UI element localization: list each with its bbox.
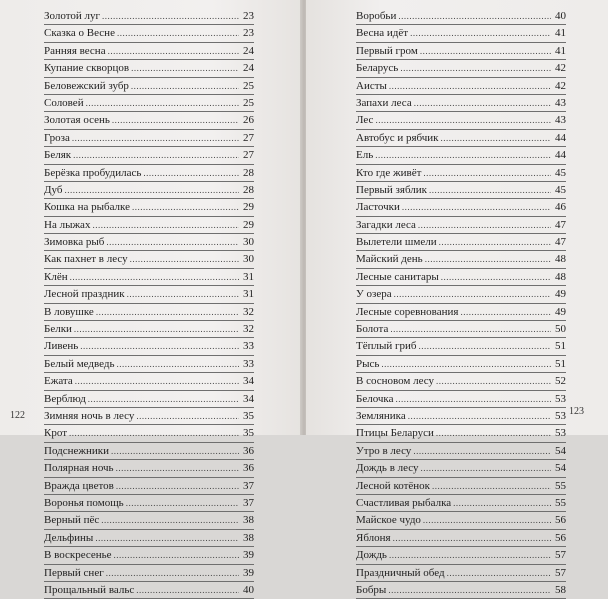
toc-entry-page: 44 <box>555 149 566 162</box>
toc-entry-title: Ласточки <box>356 201 400 214</box>
toc-entry-title: Загадки леса <box>356 218 416 231</box>
toc-entry-title: Ранняя весна <box>44 44 106 57</box>
dot-leader <box>102 8 239 24</box>
toc-entry-page: 38 <box>243 514 254 527</box>
toc-entry <box>356 269 566 286</box>
toc-entry-page: 47 <box>555 218 566 231</box>
dot-leader <box>117 25 239 41</box>
dot-leader <box>136 408 239 424</box>
dot-leader <box>394 286 551 302</box>
toc-entry <box>44 147 254 164</box>
toc-entry <box>356 112 566 129</box>
toc-entry-page: 37 <box>243 479 254 492</box>
dot-leader <box>117 356 240 372</box>
dot-leader <box>375 112 551 128</box>
dot-leader <box>96 304 239 320</box>
toc-entry-title: Первый зяблик <box>356 183 427 196</box>
toc-entry-page: 54 <box>555 462 566 475</box>
toc-entry-title: Зимняя ночь в лесу <box>44 409 135 422</box>
dot-leader <box>116 478 239 494</box>
dot-leader <box>132 199 239 215</box>
toc-entry-page: 38 <box>243 531 254 544</box>
toc-entry-page: 36 <box>243 462 254 475</box>
toc-entry-page: 28 <box>243 183 254 196</box>
toc-entry-title: Ливень <box>44 340 79 353</box>
toc-entry <box>44 391 254 408</box>
toc-entry <box>356 321 566 338</box>
toc-entry-page: 46 <box>555 201 566 214</box>
toc-entry-page: 42 <box>555 79 566 92</box>
left-contents-list <box>44 8 254 599</box>
toc-entry <box>44 251 254 268</box>
right-contents-list <box>356 8 566 599</box>
toc-entry-page: 29 <box>243 218 254 231</box>
toc-entry <box>44 130 254 147</box>
dot-leader <box>396 391 552 407</box>
dot-leader <box>393 530 551 546</box>
toc-entry <box>356 43 566 60</box>
toc-entry <box>356 530 566 547</box>
dot-leader <box>106 234 239 250</box>
dot-leader <box>88 391 239 407</box>
toc-entry <box>356 373 566 390</box>
dot-leader <box>92 217 239 233</box>
dot-leader <box>131 60 239 76</box>
dot-leader <box>414 95 551 111</box>
toc-entry-title: Лесной праздник <box>44 288 125 301</box>
toc-entry-page: 39 <box>243 566 254 579</box>
dot-leader <box>390 321 551 337</box>
toc-entry <box>44 512 254 529</box>
toc-entry <box>44 304 254 321</box>
toc-entry-page: 44 <box>555 131 566 144</box>
toc-entry <box>44 582 254 599</box>
toc-entry-page: 48 <box>555 253 566 266</box>
toc-entry <box>356 478 566 495</box>
toc-entry-title: Ежата <box>44 375 73 388</box>
dot-leader <box>86 95 239 111</box>
dot-leader <box>432 478 551 494</box>
toc-entry-page: 27 <box>243 149 254 162</box>
toc-entry-page: 49 <box>555 305 566 318</box>
dot-leader <box>400 60 551 76</box>
dot-leader <box>388 582 551 598</box>
toc-entry-page: 28 <box>243 166 254 179</box>
dot-leader <box>112 112 239 128</box>
toc-entry <box>356 95 566 112</box>
toc-entry-title: Берёзка пробудилась <box>44 166 142 179</box>
toc-entry <box>44 286 254 303</box>
toc-entry-title: Гроза <box>44 131 70 144</box>
toc-entry-title: Автобус и рябчик <box>356 131 439 144</box>
toc-entry-title: Счастливая рыбалка <box>356 496 452 509</box>
toc-entry-page: 37 <box>243 496 254 509</box>
toc-entry <box>44 495 254 512</box>
toc-entry <box>44 43 254 60</box>
toc-entry-page: 55 <box>555 496 566 509</box>
toc-entry-title: Запахи леса <box>356 96 412 109</box>
toc-entry-page: 25 <box>243 96 254 109</box>
toc-entry <box>356 8 566 25</box>
toc-entry <box>44 478 254 495</box>
toc-entry <box>356 460 566 477</box>
toc-entry-title: Белочка <box>356 392 394 405</box>
toc-entry-title: Крот <box>44 427 67 440</box>
toc-entry-title: Купание скворцов <box>44 62 130 75</box>
toc-entry-page: 47 <box>555 236 566 249</box>
toc-entry <box>44 234 254 251</box>
left-page-number: 122 <box>10 410 25 421</box>
toc-entry-title: Первый снег <box>44 566 104 579</box>
toc-entry-title: Рысь <box>356 357 380 370</box>
dot-leader <box>460 304 551 320</box>
toc-entry-title: Полярная ночь <box>44 462 114 475</box>
toc-entry-title: Дуб <box>44 183 63 196</box>
toc-entry <box>356 391 566 408</box>
toc-entry-page: 23 <box>243 10 254 22</box>
toc-entry <box>44 530 254 547</box>
dot-leader <box>425 251 551 267</box>
toc-entry-page: 30 <box>243 236 254 249</box>
toc-entry-page: 32 <box>243 323 254 336</box>
toc-entry-title: Лес <box>356 114 374 127</box>
dot-leader <box>436 373 551 389</box>
toc-entry-page: 40 <box>243 583 254 596</box>
toc-entry-title: Болота <box>356 323 389 336</box>
dot-leader <box>429 182 551 198</box>
dot-leader <box>108 43 239 59</box>
toc-entry-title: Вылетели шмели <box>356 236 437 249</box>
toc-entry-page: 43 <box>555 114 566 127</box>
toc-entry-title: Верблюд <box>44 392 86 405</box>
toc-entry <box>356 425 566 442</box>
toc-entry-title: Воронья помощь <box>44 496 124 509</box>
dot-leader <box>95 530 239 546</box>
dot-leader <box>439 234 551 250</box>
dot-leader <box>398 8 551 24</box>
toc-entry <box>44 338 254 355</box>
toc-entry <box>44 321 254 338</box>
toc-entry-page: 33 <box>243 340 254 353</box>
toc-entry-title: Белый медведь <box>44 357 115 370</box>
toc-entry-title: Беларусь <box>356 62 399 75</box>
toc-entry-page: 35 <box>243 427 254 440</box>
toc-entry-title: Верный пёс <box>44 514 100 527</box>
dot-leader <box>375 147 551 163</box>
toc-entry-page: 24 <box>243 44 254 57</box>
dot-leader <box>413 443 551 459</box>
dot-leader <box>116 460 239 476</box>
toc-entry-title: Клён <box>44 270 68 283</box>
toc-entry <box>356 60 566 77</box>
toc-entry <box>356 512 566 529</box>
dot-leader <box>64 182 239 198</box>
dot-leader <box>72 130 239 146</box>
toc-entry-title: Как пахнет в лесу <box>44 253 128 266</box>
toc-entry-page: 42 <box>555 62 566 75</box>
toc-entry <box>356 199 566 216</box>
toc-entry-page: 54 <box>555 444 566 457</box>
toc-entry-title: В ловушке <box>44 305 94 318</box>
toc-entry-page: 33 <box>243 357 254 370</box>
toc-entry <box>356 182 566 199</box>
toc-entry <box>44 356 254 373</box>
toc-entry <box>356 251 566 268</box>
toc-entry-page: 50 <box>555 323 566 336</box>
toc-entry-page: 30 <box>243 253 254 266</box>
toc-entry <box>44 112 254 129</box>
toc-entry-page: 56 <box>555 514 566 527</box>
toc-entry-title: Весна идёт <box>356 27 409 40</box>
toc-entry <box>356 25 566 42</box>
toc-entry-page: 52 <box>555 375 566 388</box>
toc-entry-page: 58 <box>555 583 566 596</box>
toc-entry-page: 57 <box>555 566 566 579</box>
toc-entry-title: Беловежский зубр <box>44 79 129 92</box>
toc-entry-title: Дождь <box>356 549 387 562</box>
dot-leader <box>111 443 239 459</box>
toc-entry-title: Земляника <box>356 409 406 422</box>
toc-entry <box>44 217 254 234</box>
toc-entry-title: Майский день <box>356 253 423 266</box>
toc-entry <box>44 425 254 442</box>
toc-entry-page: 56 <box>555 531 566 544</box>
dot-leader <box>130 251 239 267</box>
toc-entry-title: В воскресенье <box>44 549 112 562</box>
toc-entry-page: 53 <box>555 427 566 440</box>
toc-entry <box>356 147 566 164</box>
toc-entry-title: Дождь в лесу <box>356 462 419 475</box>
toc-entry-title: Прощальный вальс <box>44 583 135 596</box>
toc-entry-title: Белки <box>44 323 72 336</box>
toc-entry <box>356 443 566 460</box>
toc-entry <box>44 25 254 42</box>
toc-entry-title: Лесные санитары <box>356 270 439 283</box>
toc-entry <box>356 408 566 425</box>
dot-leader <box>453 495 551 511</box>
toc-entry-page: 53 <box>555 409 566 422</box>
toc-entry-title: Первый гром <box>356 44 418 57</box>
dot-leader <box>389 547 551 563</box>
toc-entry <box>44 443 254 460</box>
toc-entry-page: 31 <box>243 270 254 283</box>
toc-entry-page: 32 <box>243 305 254 318</box>
toc-entry-title: Лесные соревнования <box>356 305 459 318</box>
toc-entry <box>356 165 566 182</box>
dot-leader <box>421 460 551 476</box>
dot-leader <box>114 547 239 563</box>
toc-entry <box>356 356 566 373</box>
toc-entry-title: Подснежники <box>44 444 109 457</box>
toc-entry <box>356 304 566 321</box>
toc-entry-page: 40 <box>555 10 566 22</box>
toc-entry <box>356 338 566 355</box>
toc-entry <box>44 165 254 182</box>
dot-leader <box>436 425 551 441</box>
toc-entry-page: 51 <box>555 340 566 353</box>
dot-leader <box>73 147 239 163</box>
dot-leader <box>74 321 239 337</box>
right-page <box>306 0 608 596</box>
toc-entry-page: 34 <box>243 375 254 388</box>
toc-entry-page: 27 <box>243 131 254 144</box>
toc-entry <box>44 269 254 286</box>
dot-leader <box>80 338 239 354</box>
toc-entry-title: Воробьи <box>356 10 397 22</box>
dot-leader <box>136 582 239 598</box>
toc-entry-title: Золотая осень <box>44 114 110 127</box>
toc-entry-page: 53 <box>555 392 566 405</box>
toc-entry-title: На лыжах <box>44 218 91 231</box>
toc-entry <box>44 565 254 582</box>
toc-entry <box>356 582 566 599</box>
dot-leader <box>106 565 239 581</box>
toc-entry-page: 34 <box>243 392 254 405</box>
toc-entry-page: 48 <box>555 270 566 283</box>
toc-entry <box>44 78 254 95</box>
toc-entry-page: 24 <box>243 62 254 75</box>
dot-leader <box>131 78 239 94</box>
toc-entry <box>44 408 254 425</box>
dot-leader <box>419 338 552 354</box>
toc-entry-page: 39 <box>243 549 254 562</box>
toc-entry-title: Кто где живёт <box>356 166 422 179</box>
toc-entry-page: 57 <box>555 549 566 562</box>
toc-entry-page: 41 <box>555 27 566 40</box>
dot-leader <box>75 373 239 389</box>
toc-entry-page: 29 <box>243 201 254 214</box>
dot-leader <box>418 217 551 233</box>
toc-entry <box>356 234 566 251</box>
toc-entry <box>44 182 254 199</box>
toc-entry-title: Яблоня <box>356 531 391 544</box>
toc-entry <box>356 78 566 95</box>
toc-entry-page: 45 <box>555 183 566 196</box>
dot-leader <box>420 43 551 59</box>
toc-entry-page: 43 <box>555 96 566 109</box>
toc-entry-page: 41 <box>555 44 566 57</box>
toc-entry-title: Майское чудо <box>356 514 421 527</box>
dot-leader <box>408 408 551 424</box>
right-page-number: 123 <box>569 406 584 417</box>
toc-entry-title: Праздничный обед <box>356 566 445 579</box>
dot-leader <box>70 269 239 285</box>
toc-entry-title: Беляк <box>44 149 72 162</box>
dot-leader <box>143 165 239 181</box>
dot-leader <box>402 199 551 215</box>
toc-entry <box>44 199 254 216</box>
dot-leader <box>101 512 239 528</box>
dot-leader <box>423 165 551 181</box>
toc-entry-title: Дельфины <box>44 531 94 544</box>
dot-leader <box>127 286 239 302</box>
toc-entry <box>356 130 566 147</box>
dot-leader <box>126 495 239 511</box>
toc-entry <box>356 565 566 582</box>
toc-entry-title: Соловей <box>44 96 84 109</box>
dot-leader <box>69 425 239 441</box>
toc-entry-page: 49 <box>555 288 566 301</box>
toc-entry-title: Зимовка рыб <box>44 236 105 249</box>
toc-entry-page: 51 <box>555 357 566 370</box>
toc-entry <box>44 95 254 112</box>
toc-entry <box>44 60 254 77</box>
toc-entry <box>356 495 566 512</box>
toc-entry-title: У озера <box>356 288 392 301</box>
dot-leader <box>389 78 551 94</box>
toc-entry <box>356 286 566 303</box>
toc-entry-page: 55 <box>555 479 566 492</box>
toc-entry-title: Кошка на рыбалке <box>44 201 130 214</box>
dot-leader <box>441 269 551 285</box>
toc-entry-title: Утро в лесу <box>356 444 412 457</box>
toc-entry-page: 36 <box>243 444 254 457</box>
toc-entry <box>356 217 566 234</box>
left-page <box>0 0 302 596</box>
toc-entry-title: В сосновом лесу <box>356 375 435 388</box>
toc-entry-title: Аисты <box>356 79 387 92</box>
toc-entry-title: Лесной котёнок <box>356 479 431 492</box>
dot-leader <box>423 512 551 528</box>
toc-entry <box>44 373 254 390</box>
toc-entry-title: Вражда цветов <box>44 479 114 492</box>
toc-entry-page: 35 <box>243 409 254 422</box>
toc-entry <box>44 8 254 25</box>
dot-leader <box>447 565 551 581</box>
toc-entry-title: Бобры <box>356 583 387 596</box>
toc-entry-title: Тёплый гриб <box>356 340 417 353</box>
toc-entry-title: Сказка о Весне <box>44 27 115 40</box>
toc-entry-page: 26 <box>243 114 254 127</box>
toc-entry-title: Ель <box>356 149 374 162</box>
toc-entry-page: 25 <box>243 79 254 92</box>
toc-entry <box>44 547 254 564</box>
toc-entry-title: Золотой луг <box>44 10 101 22</box>
toc-entry-page: 45 <box>555 166 566 179</box>
dot-leader <box>440 130 551 146</box>
toc-entry-title: Птицы Беларуси <box>356 427 434 440</box>
dot-leader <box>381 356 551 372</box>
dot-leader <box>410 25 551 41</box>
toc-entry-page: 23 <box>243 27 254 40</box>
toc-entry <box>44 460 254 477</box>
toc-entry-page: 31 <box>243 288 254 301</box>
toc-entry <box>356 547 566 564</box>
